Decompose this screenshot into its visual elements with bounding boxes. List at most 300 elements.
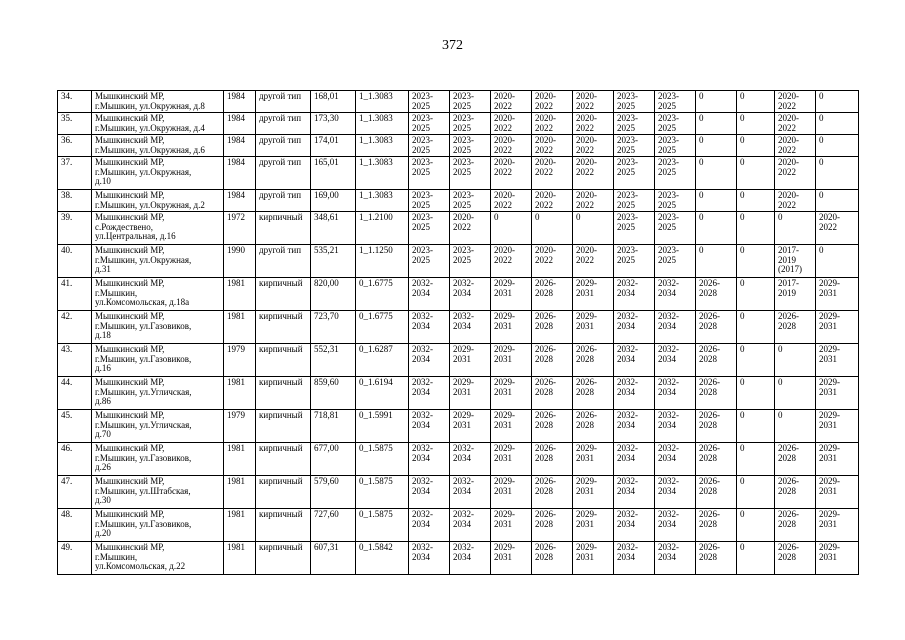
housing-repair-schedule-table xyxy=(57,90,859,575)
cell-line: 2026- xyxy=(535,509,556,519)
cell-line: 2034 xyxy=(412,452,430,463)
cell-line: 2023- xyxy=(453,190,474,200)
cell-line: 2028 xyxy=(535,386,553,397)
cell-line: 2029- xyxy=(453,344,474,354)
cell-line: 0 xyxy=(699,245,704,255)
cell-line: 2020- xyxy=(494,113,515,123)
period-cell-1 xyxy=(409,476,450,509)
code-cell: 1_1.3083 xyxy=(356,157,409,190)
cell-line: 2029- xyxy=(494,542,515,552)
cell-line: 2034 xyxy=(658,485,676,496)
period-cell-5 xyxy=(573,410,614,443)
code-cell: 0_1.6775 xyxy=(356,278,409,311)
cell-line: 2032- xyxy=(658,278,679,288)
cell-line: 2028 xyxy=(535,485,553,496)
cell-line: 2028 xyxy=(699,320,717,331)
area-cell: 348,61 xyxy=(311,212,356,245)
code-cell: 1_1.3083 xyxy=(356,113,409,135)
cell-line: 2028 xyxy=(576,386,594,397)
cell-line: 2034 xyxy=(412,518,430,529)
cell-line: 2031 xyxy=(819,320,837,331)
cell-line: 0 xyxy=(740,476,745,486)
period-cell-2 xyxy=(450,190,491,212)
cell-line: 2025 xyxy=(658,221,676,232)
year-cell: 1981 xyxy=(224,542,256,575)
cell-line: г.Мышкин, xyxy=(95,287,138,298)
cell-line: ул.Комсомольская, д.22 xyxy=(95,561,186,571)
cell-line: 2020- xyxy=(576,91,597,101)
cell-line: 2026- xyxy=(576,410,597,420)
table-row xyxy=(58,245,859,278)
period-cell-7 xyxy=(655,245,696,278)
cell-line: 2034 xyxy=(453,287,471,298)
period-cell-8 xyxy=(696,212,737,245)
cell-line: 2029- xyxy=(494,509,515,519)
cell-line: 0 xyxy=(778,377,783,387)
cell-line: 0 xyxy=(740,113,745,123)
cell-line: д.26 xyxy=(95,462,111,472)
table-row xyxy=(58,311,859,344)
cell-line: г.Мышкин, xyxy=(95,551,138,562)
cell-line: 2028 xyxy=(778,485,796,496)
period-cell-2 xyxy=(450,91,491,113)
cell-line: 2034 xyxy=(658,386,676,397)
cell-line: 2026- xyxy=(699,344,720,354)
cell-line: 2023- xyxy=(453,157,474,167)
period-cell-11 xyxy=(816,190,859,212)
cell-line: 2029- xyxy=(453,377,474,387)
cell-line: 2031 xyxy=(819,518,837,529)
address-cell xyxy=(92,135,224,157)
wall-type-cell: кирпичный xyxy=(256,278,311,311)
cell-line: 2032- xyxy=(453,542,474,552)
cell-line: 2028 xyxy=(699,287,717,298)
cell-line: 0 xyxy=(819,113,824,123)
area-cell: 677,00 xyxy=(311,443,356,476)
area-cell: 535,21 xyxy=(311,245,356,278)
cell-line: 2034 xyxy=(412,320,430,331)
cell-line: 2020- xyxy=(494,157,515,167)
cell-line: 2034 xyxy=(453,485,471,496)
cell-line: Мышкинский МР, xyxy=(95,443,165,453)
period-cell-1 xyxy=(409,245,450,278)
cell-line: 2025 xyxy=(412,199,430,210)
period-cell-5 xyxy=(573,377,614,410)
cell-line: 2031 xyxy=(819,551,837,562)
year-cell: 1981 xyxy=(224,509,256,542)
period-cell-11 xyxy=(816,278,859,311)
cell-line: 0 xyxy=(819,245,824,255)
table-row xyxy=(58,113,859,135)
cell-line: 2029- xyxy=(819,509,840,519)
cell-line: 2028 xyxy=(576,353,594,364)
period-cell-9 xyxy=(737,476,775,509)
cell-line: 0 xyxy=(740,245,745,255)
cell-line: 2028 xyxy=(576,419,594,430)
cell-line: 0 xyxy=(740,157,745,167)
period-cell-3 xyxy=(491,212,532,245)
period-cell-6 xyxy=(614,377,655,410)
cell-line: 2031 xyxy=(494,485,512,496)
cell-line: 2028 xyxy=(778,320,796,331)
period-cell-10 xyxy=(775,212,816,245)
cell-line: 2028 xyxy=(778,452,796,463)
period-cell-4 xyxy=(532,190,573,212)
cell-line: 2026- xyxy=(699,311,720,321)
cell-line: 2022 xyxy=(494,199,512,210)
cell-line: 2031 xyxy=(576,452,594,463)
row-number-cell: 43. xyxy=(58,344,92,377)
row-number-cell: 40. xyxy=(58,245,92,278)
period-cell-8 xyxy=(696,410,737,443)
row-number-cell: 35. xyxy=(58,113,92,135)
cell-line: 2020- xyxy=(576,190,597,200)
cell-line: 0 xyxy=(778,344,783,354)
year-cell: 1984 xyxy=(224,190,256,212)
period-cell-4 xyxy=(532,212,573,245)
cell-line: 2032- xyxy=(658,476,679,486)
cell-line: 2029- xyxy=(494,377,515,387)
cell-line: 2023- xyxy=(412,212,433,222)
period-cell-8 xyxy=(696,157,737,190)
cell-line: 2025 xyxy=(658,166,676,177)
cell-line: 2032- xyxy=(617,410,638,420)
table-row xyxy=(58,135,859,157)
cell-line: 2032- xyxy=(412,344,433,354)
address-cell xyxy=(92,509,224,542)
cell-line: 2025 xyxy=(412,122,430,133)
period-cell-7 xyxy=(655,190,696,212)
address-cell xyxy=(92,212,224,245)
area-cell: 607,31 xyxy=(311,542,356,575)
period-cell-2 xyxy=(450,157,491,190)
cell-line: 2031 xyxy=(819,287,837,298)
cell-line: 2034 xyxy=(658,452,676,463)
wall-type-cell: другой тип xyxy=(256,135,311,157)
cell-line: 2022 xyxy=(494,100,512,111)
period-cell-3 xyxy=(491,344,532,377)
area-cell: 168,01 xyxy=(311,91,356,113)
period-cell-5 xyxy=(573,91,614,113)
period-cell-4 xyxy=(532,311,573,344)
cell-line: 2028 xyxy=(535,353,553,364)
cell-line: 2032- xyxy=(412,410,433,420)
row-number-cell: 41. xyxy=(58,278,92,311)
cell-line: 2029- xyxy=(576,509,597,519)
period-cell-11 xyxy=(816,157,859,190)
period-cell-10 xyxy=(775,278,816,311)
cell-line: 2032- xyxy=(453,509,474,519)
cell-line: 2020- xyxy=(778,91,799,101)
period-cell-10 xyxy=(775,190,816,212)
cell-line: Мышкинский МР, xyxy=(95,91,165,101)
period-cell-2 xyxy=(450,344,491,377)
code-cell: 0_1.5875 xyxy=(356,443,409,476)
cell-line: 2022 xyxy=(494,254,512,265)
cell-line: 2034 xyxy=(617,518,635,529)
cell-line: 2020- xyxy=(576,113,597,123)
cell-line: 2032- xyxy=(617,476,638,486)
period-cell-6 xyxy=(614,443,655,476)
cell-line: 2025 xyxy=(453,254,471,265)
period-cell-1 xyxy=(409,344,450,377)
cell-line: 2020- xyxy=(535,91,556,101)
table-row xyxy=(58,410,859,443)
cell-line: 2032- xyxy=(658,509,679,519)
period-cell-3 xyxy=(491,542,532,575)
cell-line: 2029- xyxy=(819,311,840,321)
cell-line: 2029- xyxy=(494,311,515,321)
cell-line: 2023- xyxy=(658,91,679,101)
period-cell-3 xyxy=(491,509,532,542)
cell-line: 2020- xyxy=(535,190,556,200)
cell-line: 2032- xyxy=(453,443,474,453)
year-cell: 1990 xyxy=(224,245,256,278)
address-cell xyxy=(92,190,224,212)
year-cell: 1984 xyxy=(224,91,256,113)
period-cell-8 xyxy=(696,377,737,410)
cell-line: 2029- xyxy=(494,344,515,354)
period-cell-1 xyxy=(409,542,450,575)
cell-line: 2022 xyxy=(576,166,594,177)
table-row xyxy=(58,157,859,190)
cell-line: д.86 xyxy=(95,396,111,406)
area-cell: 820,00 xyxy=(311,278,356,311)
cell-line: Мышкинский МР, xyxy=(95,509,165,519)
cell-line: 2028 xyxy=(699,419,717,430)
period-cell-5 xyxy=(573,344,614,377)
cell-line: 2029- xyxy=(819,410,840,420)
cell-line: 2023- xyxy=(453,245,474,255)
period-cell-10 xyxy=(775,157,816,190)
table-row xyxy=(58,212,859,245)
period-cell-11 xyxy=(816,344,859,377)
table-row xyxy=(58,377,859,410)
wall-type-cell: кирпичный xyxy=(256,377,311,410)
cell-line: 2026- xyxy=(778,443,799,453)
period-cell-1 xyxy=(409,443,450,476)
cell-line: 2031 xyxy=(576,320,594,331)
row-number-cell: 42. xyxy=(58,311,92,344)
cell-line: 2034 xyxy=(658,287,676,298)
cell-line: 0 xyxy=(740,344,745,354)
period-cell-11 xyxy=(816,212,859,245)
row-number-cell: 39. xyxy=(58,212,92,245)
cell-line: 2025 xyxy=(658,144,676,155)
cell-line: ул.Центральная, д.16 xyxy=(95,231,176,241)
cell-line: г.Мышкин, ул.Газовиков, xyxy=(95,353,192,364)
cell-line: 2034 xyxy=(617,485,635,496)
cell-line: 2023- xyxy=(617,157,638,167)
cell-line: 2031 xyxy=(819,452,837,463)
area-cell: 169,00 xyxy=(311,190,356,212)
period-cell-10 xyxy=(775,509,816,542)
cell-line: 2034 xyxy=(617,353,635,364)
year-cell: 1984 xyxy=(224,113,256,135)
cell-line: 2026- xyxy=(535,542,556,552)
cell-line: 2032- xyxy=(453,278,474,288)
cell-line: 2025 xyxy=(453,144,471,155)
cell-line: Мышкинский МР, xyxy=(95,311,165,321)
period-cell-4 xyxy=(532,377,573,410)
cell-line: д.70 xyxy=(95,429,111,439)
cell-line: 2026- xyxy=(699,476,720,486)
row-number-cell: 36. xyxy=(58,135,92,157)
period-cell-11 xyxy=(816,113,859,135)
cell-line: 2028 xyxy=(699,485,717,496)
period-cell-4 xyxy=(532,410,573,443)
period-cell-1 xyxy=(409,278,450,311)
address-cell xyxy=(92,91,224,113)
cell-line: д.10 xyxy=(95,176,111,186)
cell-line: 2025 xyxy=(658,100,676,111)
period-cell-10 xyxy=(775,135,816,157)
cell-line: 2023- xyxy=(412,190,433,200)
cell-line: г.Мышкин, ул.Штабская, xyxy=(95,485,191,496)
cell-line: 2029- xyxy=(819,476,840,486)
cell-line: 2020- xyxy=(819,212,840,222)
cell-line: 2023- xyxy=(658,190,679,200)
cell-line: 2020- xyxy=(494,245,515,255)
cell-line: 2025 xyxy=(617,166,635,177)
cell-line: 0 xyxy=(778,212,783,222)
row-number-cell: 47. xyxy=(58,476,92,509)
code-cell: 1_1.3083 xyxy=(356,135,409,157)
wall-type-cell: другой тип xyxy=(256,157,311,190)
cell-line: г.Мышкин, ул.Газовиков, xyxy=(95,320,192,331)
cell-line: 2034 xyxy=(453,518,471,529)
period-cell-9 xyxy=(737,344,775,377)
page-number: 372 xyxy=(442,38,463,53)
table-row xyxy=(58,190,859,212)
period-cell-2 xyxy=(450,311,491,344)
cell-line: 0 xyxy=(778,410,783,420)
cell-line: 2023- xyxy=(453,113,474,123)
cell-line: 2031 xyxy=(819,386,837,397)
address-cell xyxy=(92,377,224,410)
cell-line: 2028 xyxy=(535,419,553,430)
period-cell-4 xyxy=(532,542,573,575)
row-number-cell: 46. xyxy=(58,443,92,476)
area-cell: 173,30 xyxy=(311,113,356,135)
period-cell-3 xyxy=(491,278,532,311)
period-cell-7 xyxy=(655,278,696,311)
period-cell-9 xyxy=(737,245,775,278)
cell-line: 2032- xyxy=(658,377,679,387)
cell-line: 2034 xyxy=(658,419,676,430)
period-cell-1 xyxy=(409,190,450,212)
cell-line: 2023- xyxy=(412,157,433,167)
cell-line: 2022 xyxy=(576,144,594,155)
cell-line: 2031 xyxy=(819,419,837,430)
cell-line: 2026- xyxy=(535,377,556,387)
cell-line: 2020- xyxy=(535,245,556,255)
cell-line: 2020- xyxy=(576,245,597,255)
address-cell xyxy=(92,476,224,509)
table-row xyxy=(58,476,859,509)
period-cell-9 xyxy=(737,212,775,245)
period-cell-4 xyxy=(532,135,573,157)
period-cell-1 xyxy=(409,113,450,135)
period-cell-4 xyxy=(532,91,573,113)
cell-line: 2028 xyxy=(535,452,553,463)
cell-line: 2029- xyxy=(576,443,597,453)
cell-line: 2020- xyxy=(778,113,799,123)
period-cell-10 xyxy=(775,311,816,344)
cell-line: 2020- xyxy=(778,157,799,167)
cell-line: 2034 xyxy=(617,320,635,331)
period-cell-11 xyxy=(816,443,859,476)
period-cell-9 xyxy=(737,443,775,476)
cell-line: 2025 xyxy=(658,122,676,133)
period-cell-11 xyxy=(816,135,859,157)
period-cell-11 xyxy=(816,245,859,278)
cell-line: 2020- xyxy=(778,190,799,200)
cell-line: г.Мышкин, ул.Газовиков, xyxy=(95,452,192,463)
period-cell-4 xyxy=(532,157,573,190)
cell-line: Мышкинский МР, xyxy=(95,157,165,167)
period-cell-2 xyxy=(450,278,491,311)
cell-line: 2025 xyxy=(453,166,471,177)
cell-line: 2032- xyxy=(658,311,679,321)
cell-line: д.20 xyxy=(95,528,111,538)
cell-line: 2025 xyxy=(617,221,635,232)
code-cell: 0_1.5875 xyxy=(356,476,409,509)
period-cell-2 xyxy=(450,135,491,157)
period-cell-8 xyxy=(696,91,737,113)
cell-line: 2026- xyxy=(576,344,597,354)
cell-line: 2029- xyxy=(819,377,840,387)
cell-line: 2022 xyxy=(778,122,796,133)
period-cell-7 xyxy=(655,212,696,245)
cell-line: 2020- xyxy=(494,190,515,200)
period-cell-8 xyxy=(696,245,737,278)
area-cell: 174,01 xyxy=(311,135,356,157)
year-cell: 1984 xyxy=(224,157,256,190)
cell-line: 0 xyxy=(819,91,824,101)
cell-line: 2026- xyxy=(778,311,799,321)
cell-line: Мышкинский МР, xyxy=(95,190,165,200)
period-cell-7 xyxy=(655,113,696,135)
cell-line: 2022 xyxy=(535,166,553,177)
cell-line: 2022 xyxy=(535,122,553,133)
address-cell xyxy=(92,278,224,311)
cell-line: 2031 xyxy=(494,353,512,364)
cell-line: 2017- xyxy=(778,278,799,288)
period-cell-5 xyxy=(573,135,614,157)
cell-line: 0 xyxy=(576,212,581,222)
cell-line: 2020- xyxy=(453,212,474,222)
period-cell-7 xyxy=(655,443,696,476)
table-row xyxy=(58,509,859,542)
cell-line: ул.Комсомольская, д.18а xyxy=(95,297,190,307)
period-cell-10 xyxy=(775,245,816,278)
code-cell: 0_1.5875 xyxy=(356,509,409,542)
cell-line: 2028 xyxy=(778,551,796,562)
cell-line: 2031 xyxy=(576,551,594,562)
cell-line: 2029- xyxy=(494,476,515,486)
period-cell-9 xyxy=(737,410,775,443)
cell-line: 2028 xyxy=(778,518,796,529)
cell-line: г.Мышкин, ул.Угличская, xyxy=(95,419,192,430)
cell-line: 2023- xyxy=(412,245,433,255)
period-cell-7 xyxy=(655,542,696,575)
year-cell: 1981 xyxy=(224,443,256,476)
cell-line: 2031 xyxy=(576,287,594,298)
cell-line: 0 xyxy=(819,190,824,200)
cell-line: 2028 xyxy=(699,551,717,562)
cell-line: 2034 xyxy=(617,452,635,463)
